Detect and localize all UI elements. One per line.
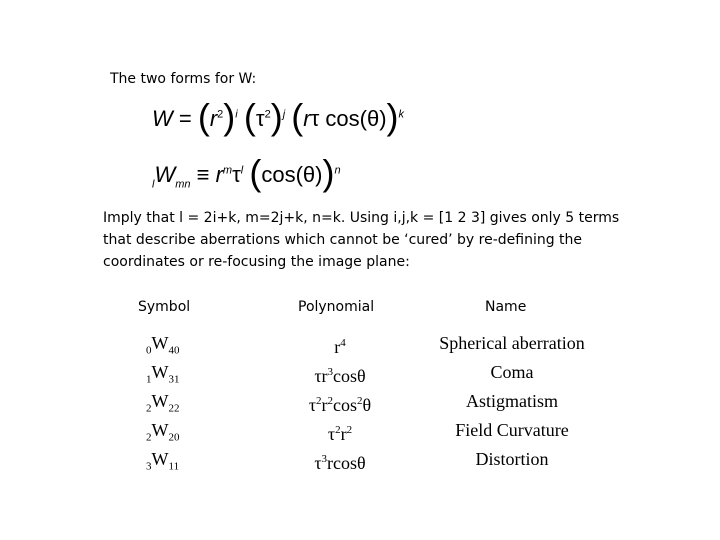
polynomial-cell: $\tau^2r^2\cos^2\theta$ [308, 395, 372, 415]
header-symbol: Symbol [138, 299, 191, 315]
polynomial-column [290, 329, 390, 474]
name-cell: Coma [490, 362, 534, 382]
symbol-cell: $_0W_{40}$ [146, 333, 180, 357]
symbol-cell: $_1W_{31}$ [146, 362, 180, 386]
name-cell: Spherical aberration [439, 333, 585, 353]
equation-w-mn-form: $_lW_{mn} \equiv r^m\tau^l$ $(\cos(\theta))^n$ [152, 152, 341, 193]
polynomial-cell: $\tau^2r^2$ [327, 424, 353, 444]
equation-w-product-form: $W = (r^2)^i$ $(\tau^2)^j$ (rτ cos(θ))$^k$ [152, 96, 405, 137]
explanation-paragraph: Imply that l = 2i+k, m=2j+k, n=k. Using i,j,k = [1 2 3] gives only 5 terms that describe aberrations which cannot be ‘cured’ by re-defining the coordinates or re-focusing the image plane: [103, 210, 620, 270]
header-polynomial: Polynomial [298, 299, 375, 315]
header-name: Name [485, 299, 527, 315]
name-cell: Astigmatism [465, 391, 558, 411]
symbol-cell: $_2W_{20}$ [146, 420, 180, 444]
intro-text: The two forms for W: [110, 71, 257, 87]
name-column [428, 329, 596, 474]
name-cell: Distortion [475, 449, 549, 469]
polynomial-cell: $r^4$ [334, 337, 346, 357]
name-cell: Field Curvature [455, 420, 569, 440]
symbol-column [146, 329, 180, 474]
symbol-cell: $_2W_{22}$ [146, 391, 180, 415]
polynomial-cell: $\tau r^3\cos\theta$ [314, 366, 366, 386]
polynomial-cell: $\tau^3rcos\theta$ [314, 453, 366, 473]
symbol-cell: $_3W_{11}$ [146, 449, 180, 473]
